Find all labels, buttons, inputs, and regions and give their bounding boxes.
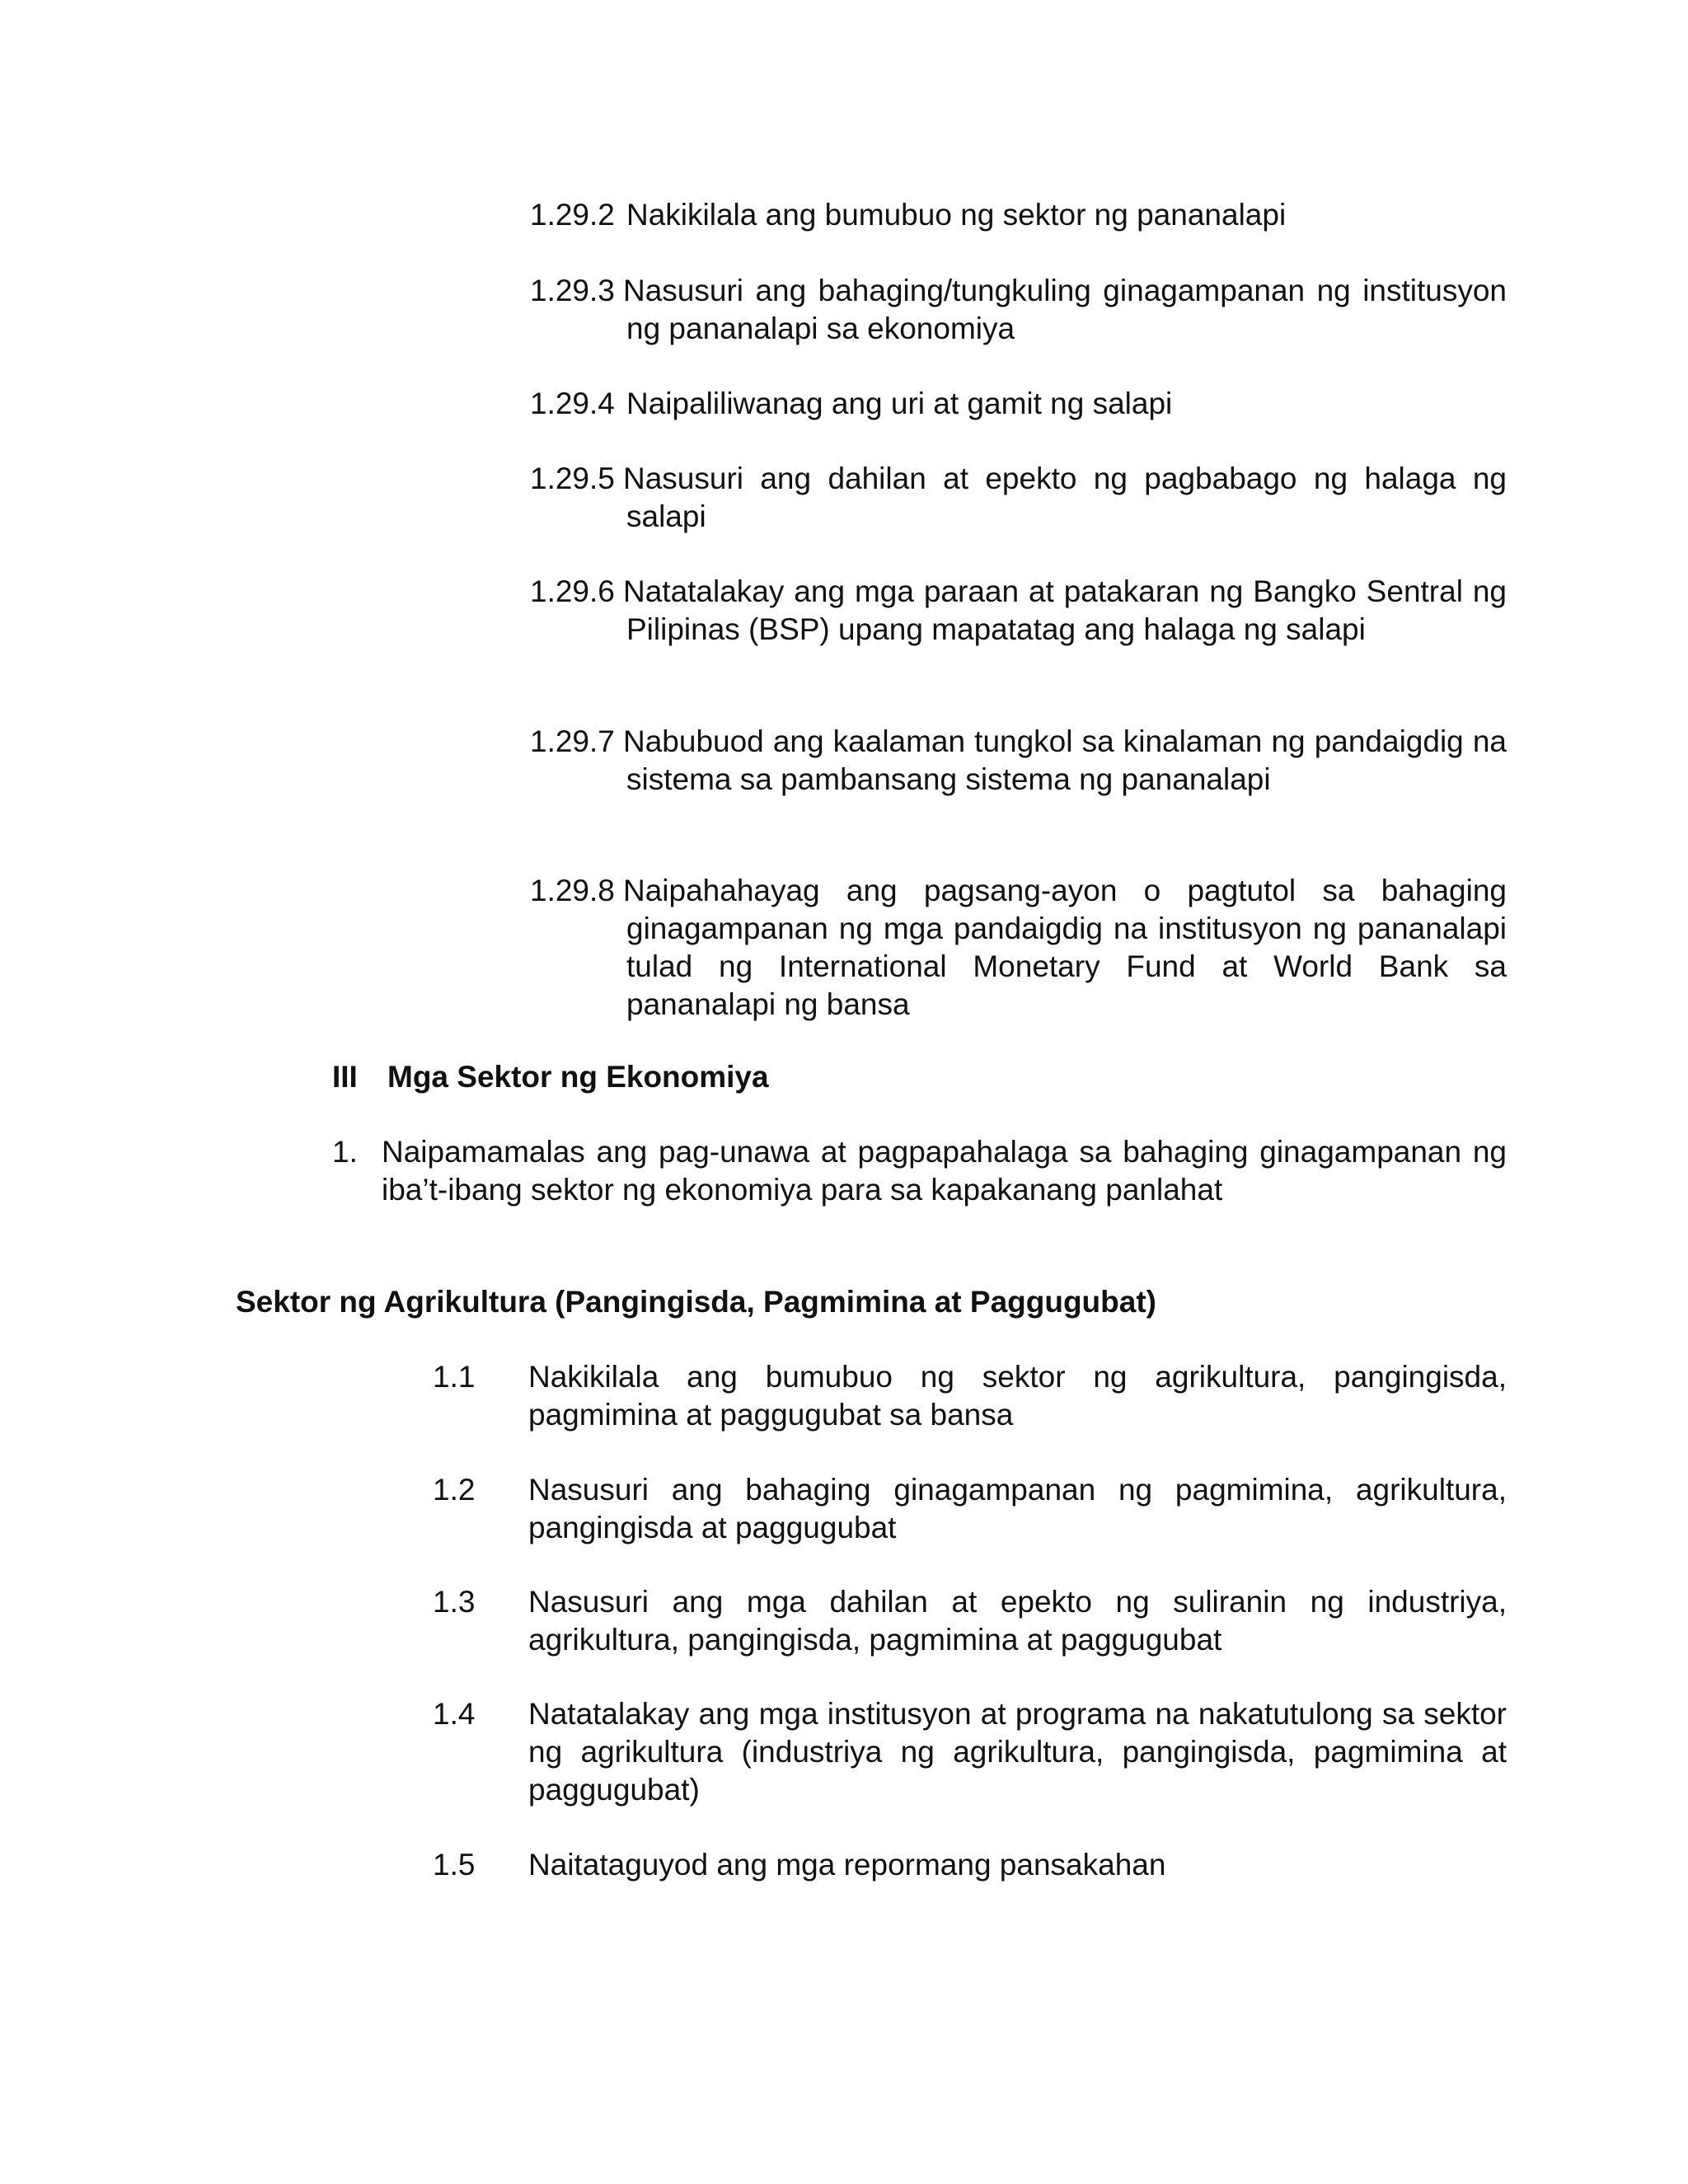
objective-item [332, 1133, 1507, 1209]
competency-number: 1.5 [433, 1848, 476, 1882]
competency-text: Naitataguyod ang mga repormang pansakahan [528, 1848, 1166, 1882]
sub-item-text: Nasusuri ang dahilan at epekto ng pagbabago ng halaga ng salapi [623, 462, 1507, 533]
competency-number: 1.4 [433, 1697, 476, 1731]
competency-1-3 [433, 1583, 1507, 1659]
competency-number: 1.3 [433, 1585, 476, 1619]
competency-1-2 [433, 1471, 1507, 1547]
section-roman-numeral: III [332, 1060, 358, 1094]
objective-number: 1. [332, 1135, 358, 1169]
sub-item-1-29-7 [530, 723, 1507, 799]
sub-item-1-29-8 [530, 872, 1507, 1024]
sub-item-1-29-2 [530, 196, 1507, 234]
objective-text: Naipamamalas ang pag-unawa at pagpapahalaga sa bahaging ginagampanan ng iba’t-ibang sektor ng ekonomiya para sa kapakanang panlahat [382, 1135, 1507, 1207]
competency-1-1 [433, 1358, 1507, 1434]
sub-item-number: 1.29.3 [530, 274, 615, 307]
competency-text: Nasusuri ang mga dahilan at epekto ng suliranin ng industriya, agrikultura, pangingisda, pagmimina at paggugubat [528, 1585, 1507, 1657]
sector-heading: Sektor ng Agrikultura (Pangingisda, Pagmimina at Paggugubat) [236, 1285, 1156, 1319]
competency-1-4 [433, 1695, 1507, 1809]
sub-item-number: 1.29.5 [530, 462, 615, 495]
sub-item-number: 1.29.7 [530, 724, 615, 758]
competency-text: Nasusuri ang bahaging ginagampanan ng pagmimina, agrikultura, pangingisda at paggugubat [528, 1473, 1507, 1544]
sub-item-number: 1.29.2 [530, 198, 615, 232]
sub-item-1-29-3 [530, 272, 1507, 348]
competency-number: 1.1 [433, 1360, 476, 1394]
competency-1-5 [433, 1846, 1507, 1884]
sub-item-text: Nakikilala ang bumubuo ng sektor ng pananalapi [626, 198, 1287, 232]
competency-text: Natatalakay ang mga institusyon at programa na nakatutulong sa sektor ng agrikultura (industriya ng agrikultura, pangingisda, pagmimina at paggugubat) [528, 1697, 1507, 1807]
sub-item-number: 1.29.6 [530, 574, 615, 608]
sub-item-text: Naipaliliwanag ang uri at gamit ng salapi [626, 387, 1173, 420]
sub-item-number: 1.29.4 [530, 387, 615, 420]
sub-item-1-29-6 [530, 573, 1507, 649]
sub-item-number: 1.29.8 [530, 874, 615, 907]
competency-number: 1.2 [433, 1473, 476, 1507]
sub-item-1-29-5 [530, 460, 1507, 536]
sub-item-text: Natatalakay ang mga paraan at patakaran ng Bangko Sentral ng Pilipinas (BSP) upang mapatatag ang halaga ng salapi [623, 574, 1507, 646]
sub-item-text: Nasusuri ang bahaging/tungkuling ginagampanan ng institusyon ng pananalapi sa ekonomiya [623, 274, 1507, 345]
sub-item-text: Naipahahayag ang pagsang-ayon o pagtutol sa bahaging ginagampanan ng mga pandaigdig na institusyon ng pananalapi tulad ng International Monetary Fund at World Bank sa pananalapi ng bansa [623, 874, 1507, 1021]
sub-item-text: Nabubuod ang kaalaman tungkol sa kinalaman ng pandaigdig na sistema sa pambansang sistema ng pananalapi [623, 724, 1507, 796]
section-title: Mga Sektor ng Ekonomiya [387, 1060, 769, 1094]
competency-text: Nakikilala ang bumubuo ng sektor ng agrikultura, pangingisda, pagmimina at paggugubat sa bansa [528, 1360, 1507, 1432]
sub-item-1-29-4 [530, 385, 1507, 423]
section-heading [332, 1058, 769, 1096]
